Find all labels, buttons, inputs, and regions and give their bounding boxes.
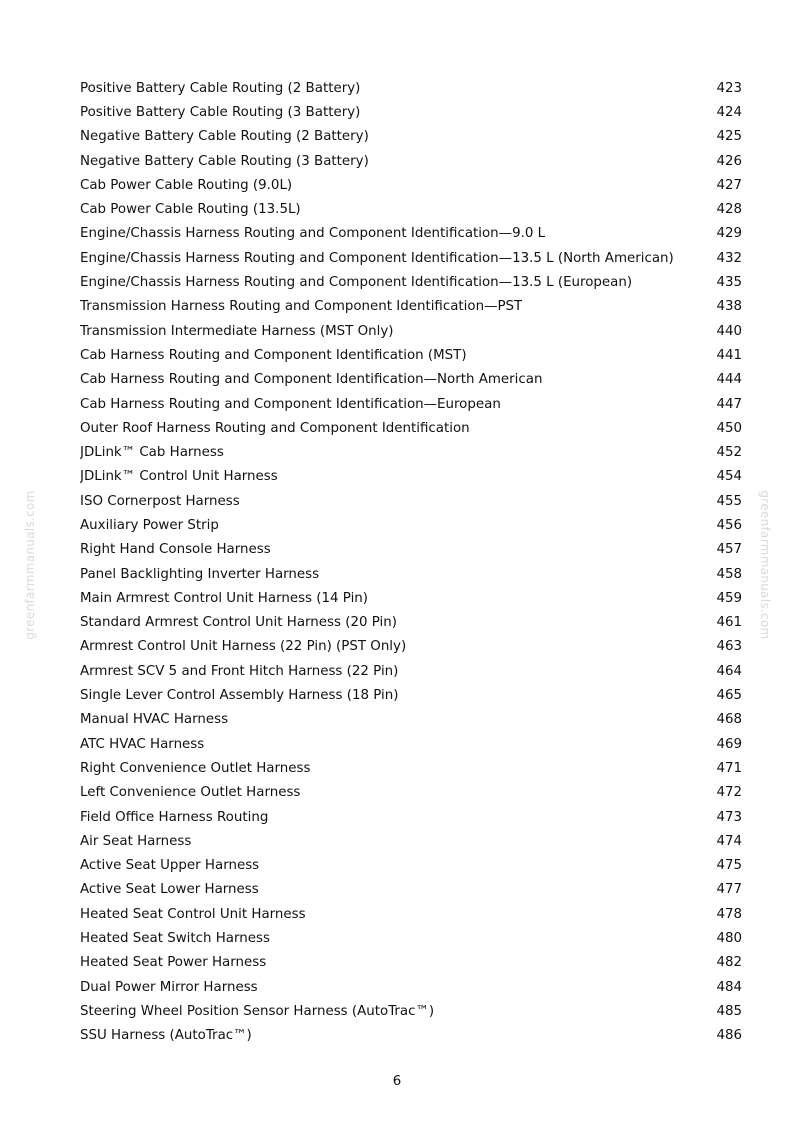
toc-entry[interactable] [80, 1024, 742, 1048]
toc-entry[interactable] [80, 416, 742, 440]
toc-entry-page: 441 [716, 347, 742, 363]
toc-entry-page: 427 [716, 177, 742, 193]
toc-entry-page: 425 [716, 129, 742, 145]
toc-entry-title: Cab Harness Routing and Component Identification—North American [80, 372, 543, 388]
toc-entry-title: Outer Roof Harness Routing and Component Identification [80, 420, 470, 436]
toc-entry[interactable] [80, 683, 742, 707]
toc-entry-page: 424 [716, 104, 742, 120]
toc-entry[interactable] [80, 319, 742, 343]
toc-entry-page: 435 [716, 275, 742, 291]
toc-entry[interactable] [80, 926, 742, 950]
toc-entry[interactable] [80, 659, 742, 683]
toc-entry-page: 463 [716, 639, 742, 655]
toc-entry[interactable] [80, 708, 742, 732]
toc-entry[interactable] [80, 611, 742, 635]
toc-entry-page: 461 [716, 615, 742, 631]
toc-entry-title: Positive Battery Cable Routing (2 Battery) [80, 80, 361, 96]
toc-entry[interactable] [80, 854, 742, 878]
toc-entry-page: 459 [716, 590, 742, 606]
toc-entry-page: 464 [716, 663, 742, 679]
toc-entry-title: Left Convenience Outlet Harness [80, 785, 301, 801]
toc-entry-title: JDLink™ Cab Harness [80, 445, 224, 461]
toc-entry[interactable] [80, 270, 742, 294]
toc-entry[interactable] [80, 76, 742, 100]
toc-entry-title: Dual Power Mirror Harness [80, 979, 258, 995]
toc-entry-page: 429 [716, 226, 742, 242]
toc-entry-page: 447 [716, 396, 742, 412]
toc-entry-title: Cab Power Cable Routing (9.0L) [80, 177, 293, 193]
toc-entry-page: 485 [716, 1003, 742, 1019]
toc-entry-page: 486 [716, 1028, 742, 1044]
toc-entry[interactable] [80, 295, 742, 319]
toc-entry-title: Cab Harness Routing and Component Identification (MST) [80, 347, 467, 363]
toc-entry[interactable] [80, 805, 742, 829]
toc-entry-title: Main Armrest Control Unit Harness (14 Pin) [80, 590, 369, 606]
toc-entry-page: 469 [716, 736, 742, 752]
toc-entry-page: 438 [716, 299, 742, 315]
toc-entry-page: 482 [716, 955, 742, 971]
toc-entry-page: 473 [716, 809, 742, 825]
toc-entry-page: 423 [716, 80, 742, 96]
toc-entry-title: Heated Seat Power Harness [80, 955, 267, 971]
toc-entry[interactable] [80, 538, 742, 562]
toc-entry-title: ATC HVAC Harness [80, 736, 205, 752]
toc-entry[interactable] [80, 222, 742, 246]
toc-entry[interactable] [80, 246, 742, 270]
toc-entry[interactable] [80, 829, 742, 853]
toc-entry-title: Right Hand Console Harness [80, 542, 271, 558]
toc-entry[interactable] [80, 878, 742, 902]
toc-entry-title: Engine/Chassis Harness Routing and Component Identification—9.0 L [80, 226, 546, 242]
toc-entry[interactable] [80, 392, 742, 416]
toc-entry-title: Standard Armrest Control Unit Harness (20 Pin) [80, 615, 397, 631]
toc-entry[interactable] [80, 999, 742, 1023]
toc-entry-title: Steering Wheel Position Sensor Harness (AutoTrac™) [80, 1003, 435, 1019]
toc-entry-title: Negative Battery Cable Routing (2 Battery) [80, 129, 369, 145]
toc-entry-title: Engine/Chassis Harness Routing and Component Identification—13.5 L (European) [80, 275, 633, 291]
toc-entry[interactable] [80, 125, 742, 149]
toc-entry-title: Field Office Harness Routing [80, 809, 269, 825]
toc-entry-title: Armrest Control Unit Harness (22 Pin) (PST Only) [80, 639, 407, 655]
toc-entry-page: 450 [716, 420, 742, 436]
toc-entry-page: 455 [716, 493, 742, 509]
toc-entry-page: 468 [716, 712, 742, 728]
toc-entry-page: 456 [716, 517, 742, 533]
toc-entry-title: Right Convenience Outlet Harness [80, 760, 311, 776]
toc-entry-page: 480 [716, 931, 742, 947]
toc-entry-title: Cab Harness Routing and Component Identification—European [80, 396, 501, 412]
toc-entry-page: 458 [716, 566, 742, 582]
toc-entry[interactable] [80, 951, 742, 975]
toc-entry[interactable] [80, 465, 742, 489]
toc-entry[interactable] [80, 368, 742, 392]
toc-entry-title: Auxiliary Power Strip [80, 517, 219, 533]
toc-entry-page: 477 [716, 882, 742, 898]
toc-entry-page: 454 [716, 469, 742, 485]
toc-entry[interactable] [80, 173, 742, 197]
toc-entry[interactable] [80, 100, 742, 124]
toc-entry-page: 471 [716, 760, 742, 776]
toc-entry-title: Single Lever Control Assembly Harness (18 Pin) [80, 688, 399, 704]
toc-entry-page: 428 [716, 202, 742, 218]
toc-entry[interactable] [80, 781, 742, 805]
toc-entry[interactable] [80, 513, 742, 537]
toc-entry[interactable] [80, 197, 742, 221]
toc-entry-page: 452 [716, 445, 742, 461]
toc-entry[interactable] [80, 635, 742, 659]
toc-entry-page: 475 [716, 858, 742, 874]
toc-entry-title: Manual HVAC Harness [80, 712, 229, 728]
toc-entry-page: 444 [716, 372, 742, 388]
toc-entry[interactable] [80, 562, 742, 586]
toc-entry-page: 432 [716, 250, 742, 266]
toc-entry[interactable] [80, 586, 742, 610]
toc-entry-page: 472 [716, 785, 742, 801]
toc-entry-title: Heated Seat Control Unit Harness [80, 906, 306, 922]
table-of-contents [80, 76, 742, 1048]
toc-entry-page: 457 [716, 542, 742, 558]
toc-entry-title: Cab Power Cable Routing (13.5L) [80, 202, 301, 218]
toc-entry[interactable] [80, 440, 742, 464]
toc-entry-page: 440 [716, 323, 742, 339]
watermark-right: greenfarmmanuals.com [758, 490, 772, 640]
toc-entry-title: Positive Battery Cable Routing (3 Battery) [80, 104, 361, 120]
toc-entry-title: Transmission Intermediate Harness (MST Only) [80, 323, 394, 339]
toc-entry-title: JDLink™ Control Unit Harness [80, 469, 278, 485]
toc-entry-page: 478 [716, 906, 742, 922]
toc-entry-page: 426 [716, 153, 742, 169]
toc-entry-title: SSU Harness (AutoTrac™) [80, 1028, 252, 1044]
toc-entry-title: ISO Cornerpost Harness [80, 493, 240, 509]
toc-entry[interactable] [80, 975, 742, 999]
watermark-left: greenfarmmanuals.com [23, 490, 37, 640]
toc-entry[interactable] [80, 149, 742, 173]
toc-entry-title: Transmission Harness Routing and Component Identification—PST [80, 299, 523, 315]
toc-entry-title: Negative Battery Cable Routing (3 Battery) [80, 153, 369, 169]
toc-entry-title: Air Seat Harness [80, 833, 192, 849]
toc-entry-page: 474 [716, 833, 742, 849]
toc-entry-page: 484 [716, 979, 742, 995]
toc-entry-title: Active Seat Upper Harness [80, 858, 260, 874]
toc-entry-title: Heated Seat Switch Harness [80, 931, 270, 947]
toc-entry[interactable] [80, 489, 742, 513]
toc-entry[interactable] [80, 732, 742, 756]
toc-entry-title: Engine/Chassis Harness Routing and Component Identification—13.5 L (North American) [80, 250, 674, 266]
toc-entry-title: Armrest SCV 5 and Front Hitch Harness (22 Pin) [80, 663, 399, 679]
toc-entry-title: Panel Backlighting Inverter Harness [80, 566, 320, 582]
toc-entry-title: Active Seat Lower Harness [80, 882, 259, 898]
toc-entry[interactable] [80, 902, 742, 926]
toc-entry[interactable] [80, 343, 742, 367]
page-number: 6 [392, 1074, 402, 1089]
toc-entry[interactable] [80, 756, 742, 780]
toc-entry-page: 465 [716, 688, 742, 704]
